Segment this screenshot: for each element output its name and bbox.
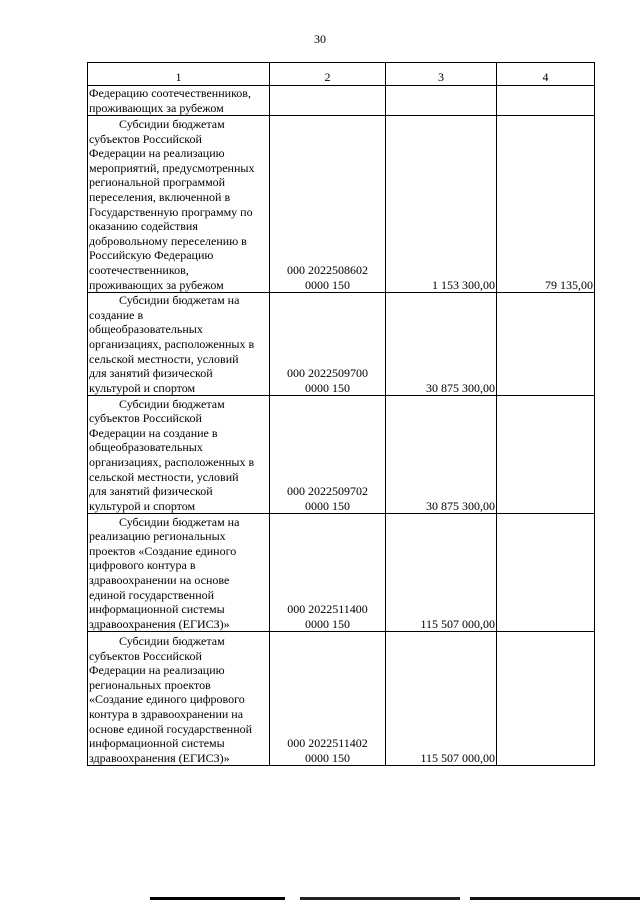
row-name-line: основе единой государственной: [89, 721, 253, 736]
row-name-line: Субсидии бюджетам на: [119, 514, 240, 529]
row-code-line: 0000 150: [305, 616, 350, 631]
row-code-cell: [270, 86, 386, 116]
row-name-line: реализацию региональных: [89, 529, 226, 544]
row-name-line: проживающих за рубежом: [89, 277, 224, 292]
row-name-line: Федерацию соотечественников,: [89, 86, 251, 100]
row-name-line: региональной программой: [89, 175, 226, 190]
row-name-cell: [88, 293, 270, 396]
row-name-line: Российскую Федерацию: [89, 248, 214, 263]
row-name-line: организациях, расположенных в: [89, 336, 255, 351]
row-name-line: культурой и спортом: [89, 498, 196, 513]
row-code-cell: [270, 514, 386, 632]
row-name-line: общеобразовательных: [89, 440, 203, 455]
row-code-cell: [270, 396, 386, 514]
row-name-line: региональных проектов: [89, 677, 211, 692]
row-name-cell: [88, 116, 270, 293]
row-name-line: Государственную программу по: [89, 204, 253, 219]
row-name-line: добровольному переселению в: [89, 233, 247, 248]
row-col4-cell: [497, 632, 595, 766]
row-name-line: культурой и спортом: [89, 380, 196, 395]
row-code-line: 000 2022509700: [287, 366, 368, 381]
row-name-line: общеобразовательных: [89, 322, 203, 337]
table-header-row: [88, 63, 595, 86]
row-name-line: Федерации на реализацию: [89, 146, 225, 161]
row-col4-cell: [497, 396, 595, 514]
column-header-3: 3: [386, 63, 497, 86]
row-amount-cell: 115 507 000,00: [386, 632, 497, 766]
table-row: [88, 116, 595, 293]
row-name-line: здравоохранения (ЕГИСЗ)»: [89, 616, 230, 631]
row-name-line: для занятий физической: [89, 484, 213, 499]
row-col4-cell: [497, 514, 595, 632]
row-name-line: для занятий физической: [89, 366, 213, 381]
row-col4-cell: [497, 86, 595, 116]
row-name-line: мероприятий, предусмотренных: [89, 160, 255, 175]
row-name-line: Федерации на реализацию: [89, 663, 225, 678]
row-name-cell: [88, 396, 270, 514]
row-amount-cell: 1 153 300,00: [386, 116, 497, 293]
row-code-line: 0000 150: [305, 750, 350, 765]
row-code-cell: [270, 632, 386, 766]
row-name-line: проживающих за рубежом: [89, 100, 224, 115]
table-body: [88, 86, 595, 766]
row-code-cell: [270, 293, 386, 396]
budget-table: [87, 62, 595, 766]
scan-edge-artifact: [0, 897, 640, 900]
row-name-line: цифрового контура в: [89, 558, 196, 573]
row-code-cell: [270, 116, 386, 293]
row-name-line: субъектов Российской: [89, 648, 202, 663]
row-name-line: оказанию содействия: [89, 219, 198, 234]
row-code-line: 000 2022508602: [287, 263, 368, 277]
column-header-2: 2: [270, 63, 386, 86]
row-name-line: переселения, включенной в: [89, 190, 231, 205]
row-name-line: здравоохранения (ЕГИСЗ)»: [89, 750, 230, 765]
row-amount-cell: 30 875 300,00: [386, 396, 497, 514]
row-code-line: 000 2022511400: [287, 602, 368, 617]
row-amount-cell: [386, 86, 497, 116]
row-col4-cell: 79 135,00: [497, 116, 595, 293]
row-code-line: 0000 150: [305, 498, 350, 513]
row-name-line: информационной системы: [89, 736, 225, 751]
row-name-line: создание в: [89, 307, 144, 322]
table-row: [88, 514, 595, 632]
table-row: [88, 293, 595, 396]
row-amount-cell: 30 875 300,00: [386, 293, 497, 396]
column-header-1: 1: [88, 63, 270, 86]
row-name-line: субъектов Российской: [89, 411, 202, 426]
row-name-line: Субсидии бюджетам на: [119, 293, 240, 308]
row-col4-cell: [497, 293, 595, 396]
row-name-line: Субсидии бюджетам: [119, 634, 225, 648]
table-row: [88, 632, 595, 766]
row-name-line: субъектов Российской: [89, 131, 202, 146]
row-code-line: 000 2022509702: [287, 484, 368, 499]
row-name-line: здравоохранении на основе: [89, 572, 230, 587]
row-name-line: информационной системы: [89, 602, 225, 617]
row-name-line: Субсидии бюджетам: [119, 396, 225, 411]
row-name-line: Федерации на создание в: [89, 425, 218, 440]
row-name-line: контура в здравоохранении на: [89, 706, 244, 721]
row-code-line: 000 2022511402: [287, 736, 368, 751]
row-code-line: 0000 150: [305, 380, 350, 395]
row-name-line: Субсидии бюджетам: [119, 117, 225, 132]
row-name-cell: [88, 632, 270, 766]
row-name-line: проектов «Создание единого: [89, 543, 237, 558]
row-name-line: соотечественников,: [89, 263, 189, 277]
column-header-4: 4: [497, 63, 595, 86]
row-name-line: единой государственной: [89, 587, 215, 602]
row-code-line: 0000 150: [305, 277, 350, 292]
row-name-cell: [88, 86, 270, 116]
row-name-cell: [88, 514, 270, 632]
row-name-line: организациях, расположенных в: [89, 454, 255, 469]
row-name-line: сельской местности, условий: [89, 351, 239, 366]
table-row: [88, 86, 595, 116]
table-row: [88, 396, 595, 514]
row-amount-cell: 115 507 000,00: [386, 514, 497, 632]
row-name-line: сельской местности, условий: [89, 469, 239, 484]
row-name-line: «Создание единого цифрового: [89, 692, 245, 707]
page-number: 30: [314, 32, 326, 46]
